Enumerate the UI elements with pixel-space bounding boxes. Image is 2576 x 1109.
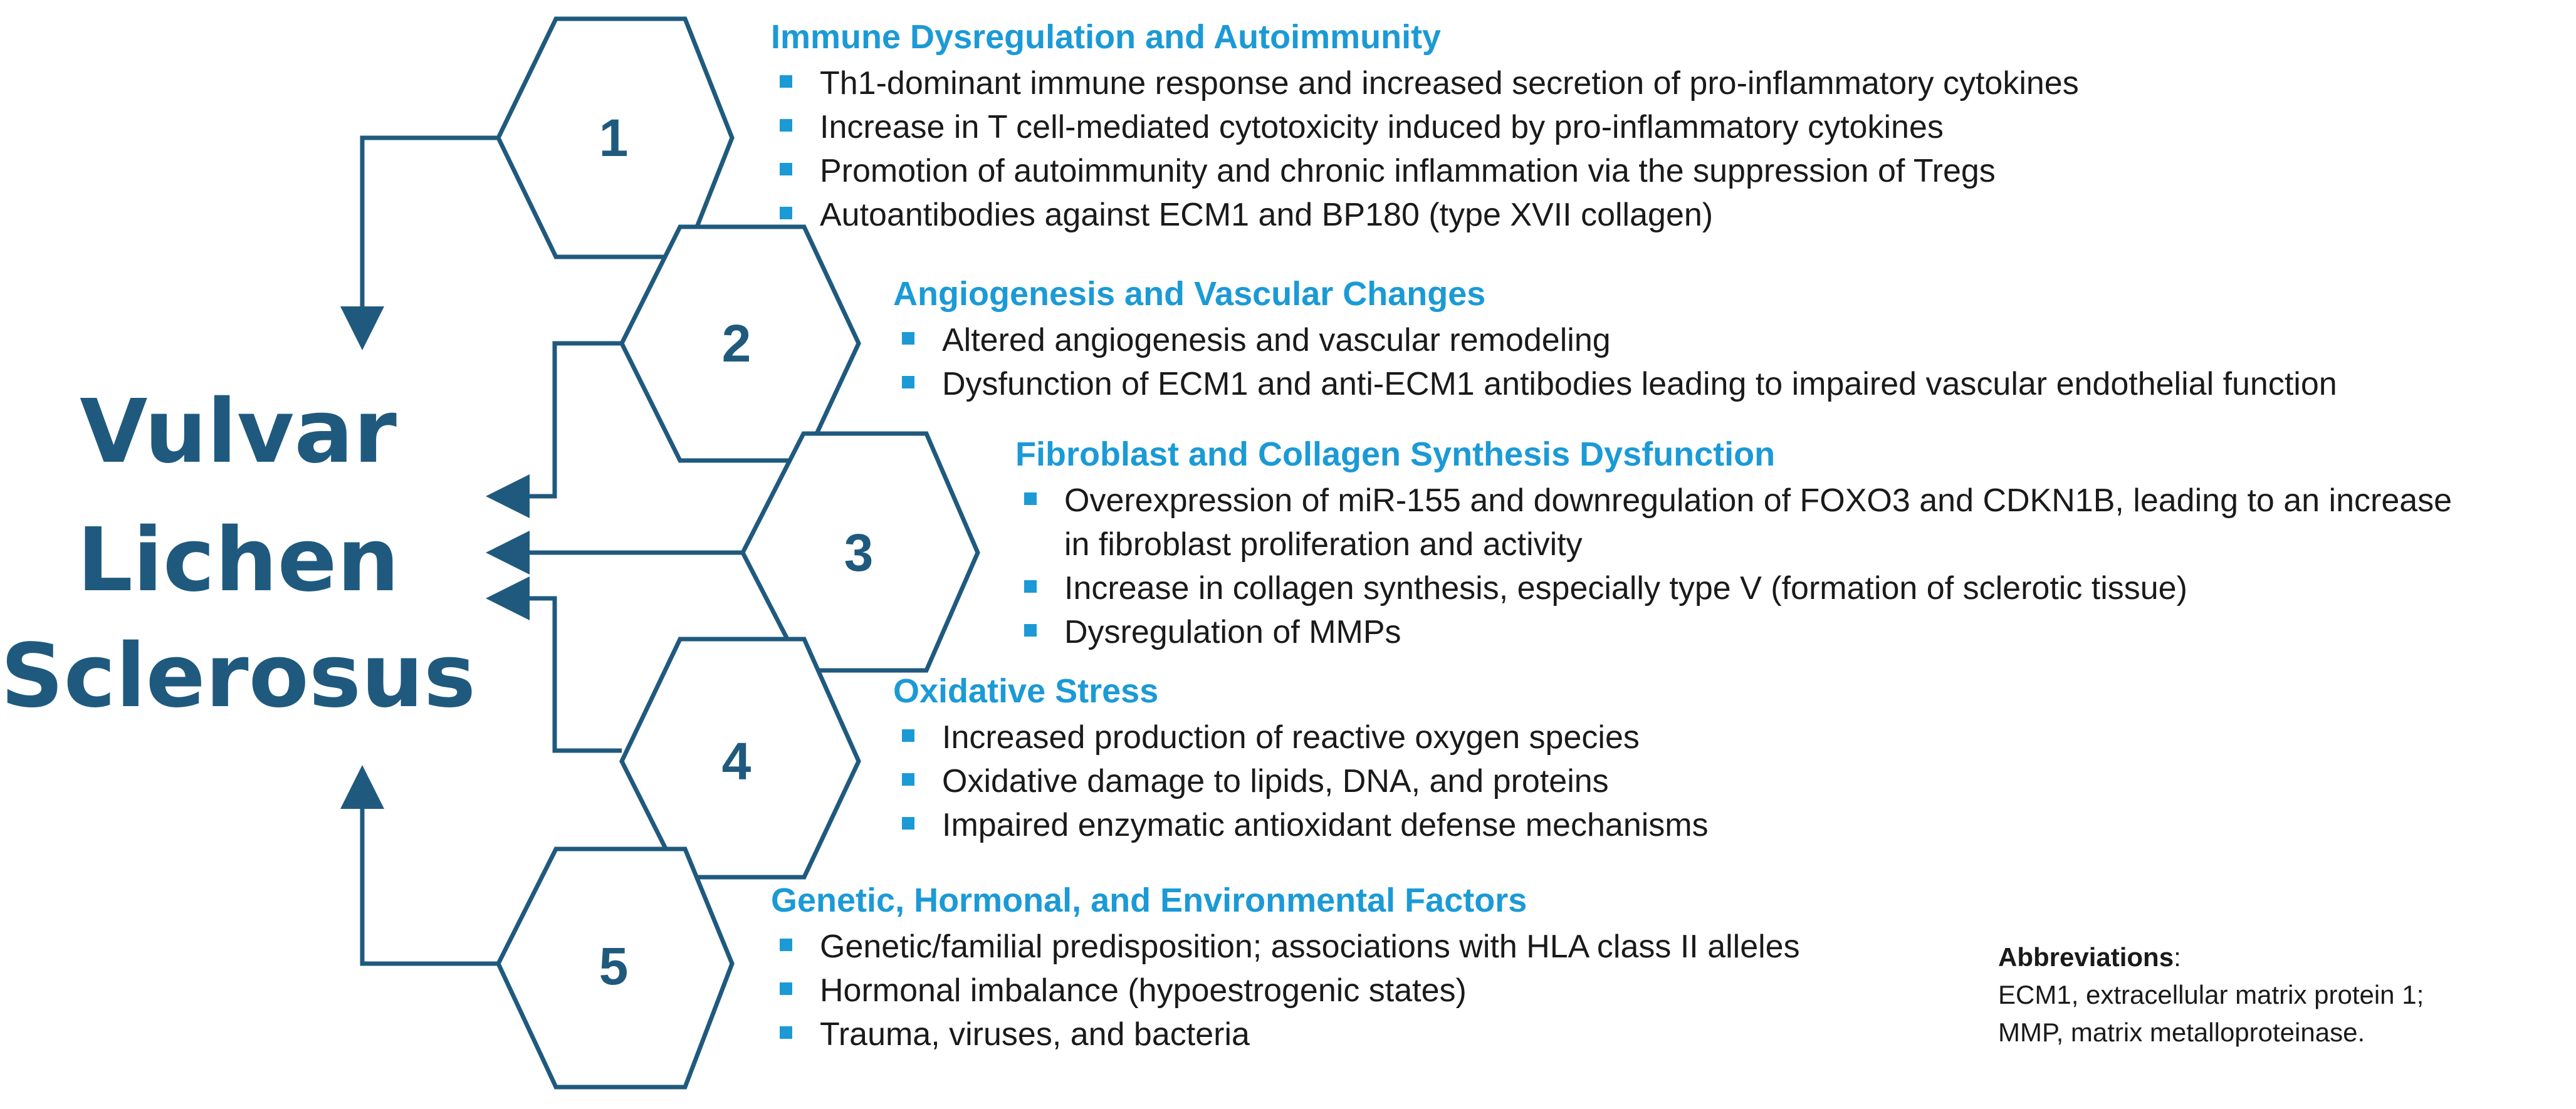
section-1 (771, 16, 2079, 237)
square-bullet-icon (902, 729, 914, 742)
main-title-line-3: Sclerosus (0, 625, 476, 727)
bullet-item (893, 759, 1709, 803)
bullet-item (893, 803, 1709, 847)
square-bullet-icon (902, 332, 914, 345)
square-bullet-icon (780, 75, 792, 88)
section-title: Oxidative Stress (893, 672, 1159, 710)
bullet-item (771, 61, 2079, 105)
section-title: Genetic, Hormonal, and Environmental Factors (771, 882, 1527, 919)
hexagon-4 (622, 639, 859, 877)
hexagon-number: 1 (599, 108, 629, 167)
bullet-list (893, 318, 2337, 406)
bullet-continuation (1015, 523, 2452, 566)
bullet-text: Th1-dominant immune response and increased secretion of pro-inflammatory cytokines (820, 65, 2079, 102)
square-bullet-icon (780, 982, 792, 995)
section-2 (893, 273, 2337, 406)
bullet-text: Trauma, viruses, and bacteria (820, 1016, 1250, 1053)
bullet-text: Dysfunction of ECM1 and anti-ECM1 antibodies leading to impaired vascular endothelial function (942, 366, 2337, 402)
section-4 (893, 670, 1709, 847)
bullet-item (893, 318, 2337, 362)
bullet-item (893, 362, 2337, 406)
bullet-text: Altered angiogenesis and vascular remodeling (942, 322, 1611, 358)
hexagon-number: 2 (721, 314, 751, 373)
section-title: Angiogenesis and Vascular Changes (893, 275, 1486, 313)
section-title: Fibroblast and Collagen Synthesis Dysfunction (1015, 435, 1776, 473)
bullet-item (1015, 610, 2452, 654)
square-bullet-icon (780, 1026, 792, 1039)
main-title-line-2: Lichen (76, 509, 400, 612)
abbreviation-line: MMP, matrix metalloproteinase. (1998, 1018, 2365, 1047)
hexagon-number: 3 (844, 523, 874, 582)
square-bullet-icon (780, 163, 792, 175)
bullet-text: Overexpression of miR-155 and downregulation of FOXO3 and CDKN1B, leading to an increase (1064, 482, 2453, 519)
bullet-text: Promotion of autoimmunity and chronic inflammation via the suppression of Tregs (820, 153, 1996, 189)
abbreviations-heading (1998, 939, 2424, 976)
abbreviations-separator: : (2174, 942, 2181, 972)
bullet-item (893, 716, 1709, 759)
bullet-item (771, 105, 2079, 149)
hexagon-1 (498, 19, 732, 257)
square-bullet-icon (780, 207, 792, 219)
square-bullet-icon (902, 817, 914, 830)
hexagon-5 (498, 849, 732, 1087)
section-5 (771, 880, 1800, 1056)
square-bullet-icon (1024, 580, 1037, 593)
square-bullet-icon (1024, 624, 1037, 637)
bullet-text: Increase in T cell-mediated cytotoxicity induced by pro-inflammatory cytokines (820, 109, 1944, 145)
bullet-item (771, 925, 1800, 969)
bullet-text: Increase in collagen synthesis, especially type V (formation of sclerotic tissue) (1064, 570, 2187, 607)
main-title-line-1: Vulvar (80, 381, 397, 483)
square-bullet-icon (780, 119, 792, 132)
square-bullet-icon (1024, 492, 1037, 505)
bullet-text: Autoantibodies against ECM1 and BP180 (type XVII collagen) (820, 197, 1714, 233)
bullet-item (1015, 479, 2452, 523)
arrow-5 (362, 769, 498, 964)
bullet-list (893, 716, 1709, 847)
hexagon-number: 4 (721, 732, 751, 791)
bullet-text: Hormonal imbalance (hypoestrogenic states) (820, 972, 1467, 1009)
bullet-list (771, 925, 1800, 1056)
abbreviation-line: ECM1, extracellular matrix protein 1; (1998, 980, 2424, 1009)
bullet-item (1015, 566, 2452, 610)
square-bullet-icon (902, 376, 914, 388)
arrow-2 (490, 343, 622, 496)
arrow-4 (490, 598, 622, 751)
bullet-item (771, 193, 2079, 237)
arrow-1 (362, 138, 498, 346)
abbreviations-box (1998, 939, 2424, 1051)
hexagon-3 (743, 434, 978, 670)
square-bullet-icon (902, 773, 914, 786)
square-bullet-icon (780, 939, 792, 951)
hexagon-number: 5 (599, 937, 629, 996)
bullet-text: Oxidative damage to lipids, DNA, and proteins (942, 763, 1609, 799)
bullet-item (771, 149, 2079, 193)
bullet-text: Increased production of reactive oxygen species (942, 719, 1640, 756)
bullet-item (771, 1013, 1800, 1056)
bullet-list (1015, 479, 2452, 654)
bullet-item (771, 969, 1800, 1013)
bullet-text: Genetic/familial predisposition; associations with HLA class II alleles (820, 929, 1800, 965)
bullet-text: in fibroblast proliferation and activity (1064, 526, 1583, 563)
bullet-list (771, 61, 2079, 237)
section-title: Immune Dysregulation and Autoimmunity (771, 18, 1442, 56)
section-3 (1015, 434, 2452, 654)
bullet-text: Impaired enzymatic antioxidant defense mechanisms (942, 807, 1709, 843)
abbreviations-title: Abbreviations (1998, 942, 2174, 972)
hexagon-2 (622, 227, 859, 461)
bullet-text: Dysregulation of MMPs (1064, 614, 1401, 650)
